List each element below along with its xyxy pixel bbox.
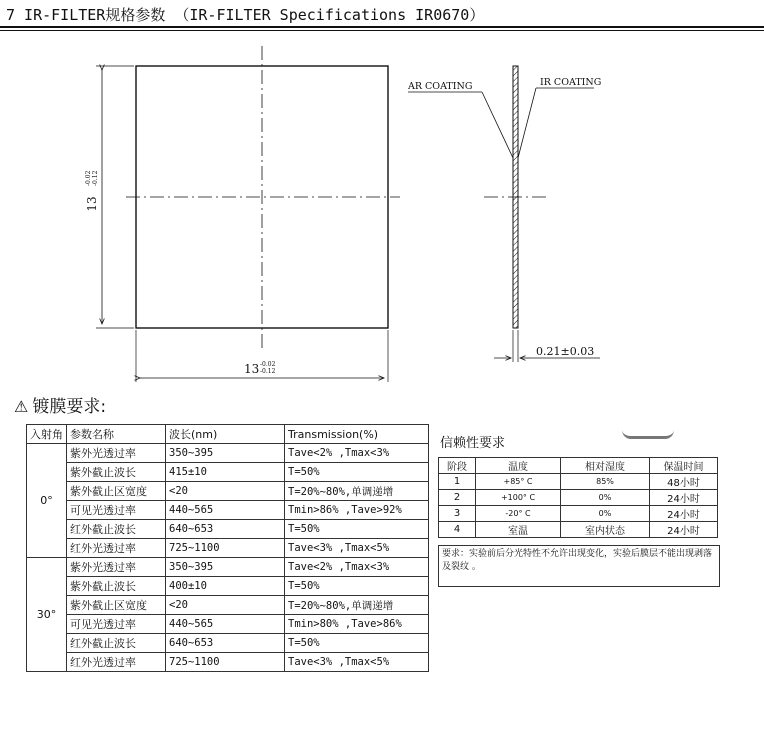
warning-triangle-icon: ⚠ bbox=[14, 397, 29, 416]
param-name-cell: 紫外截止波长 bbox=[67, 577, 166, 596]
wavelength-cell: 350~395 bbox=[166, 444, 285, 463]
table-row bbox=[27, 653, 429, 672]
width-tolerance-lower: -0.12 bbox=[260, 368, 276, 375]
transmission-cell: Tave<2% ,Tmax<3% bbox=[285, 558, 429, 577]
ir-coating-label: IR COATING bbox=[540, 77, 602, 88]
width-dimension: 13 bbox=[244, 362, 260, 376]
transmission-cell: T=50% bbox=[285, 463, 429, 482]
transmission-cell: Tave<3% ,Tmax<5% bbox=[285, 653, 429, 672]
transmission-cell: T=20%~80%,单调递增 bbox=[285, 482, 429, 501]
param-name-cell: 紫外截止区宽度 bbox=[67, 596, 166, 615]
transmission-cell: Tmin>86% ,Tave>92% bbox=[285, 501, 429, 520]
transmission-cell: T=50% bbox=[285, 520, 429, 539]
reliability-note: 要求：实验前后分光特性不允许出现变化，实验后膜层不能出现剥落及裂纹 。 bbox=[438, 545, 720, 587]
duration-cell: 24小时 bbox=[650, 506, 718, 522]
param-name-cell: 可见光透过率 bbox=[67, 615, 166, 634]
humidity-cell: 0% bbox=[561, 490, 650, 506]
coating-heading: ⚠ 镀膜要求: bbox=[14, 397, 107, 417]
transmission-cell: Tmin>80% ,Tave>86% bbox=[285, 615, 429, 634]
table-row bbox=[27, 463, 429, 482]
param-name-cell: 红外截止波长 bbox=[67, 520, 166, 539]
title-rule-thin bbox=[0, 30, 764, 31]
table-row bbox=[27, 634, 429, 653]
wavelength-cell: 440~565 bbox=[166, 615, 285, 634]
transmission-cell: T=50% bbox=[285, 577, 429, 596]
height-tolerance-upper: -0.02 bbox=[85, 170, 92, 186]
param-name-cell: 红外截止波长 bbox=[67, 634, 166, 653]
table-row bbox=[439, 474, 718, 490]
stage-cell: 2 bbox=[439, 490, 476, 506]
wavelength-cell: 725~1100 bbox=[166, 539, 285, 558]
table-row bbox=[27, 444, 429, 463]
param-name-cell: 红外光透过率 bbox=[67, 539, 166, 558]
wavelength-cell: 415±10 bbox=[166, 463, 285, 482]
param-name-cell: 紫外截止区宽度 bbox=[67, 482, 166, 501]
wavelength-cell: <20 bbox=[166, 482, 285, 501]
stage-cell: 3 bbox=[439, 506, 476, 522]
wavelength-cell: <20 bbox=[166, 596, 285, 615]
humidity-cell: 85% bbox=[561, 474, 650, 490]
header-cell: Transmission(%) bbox=[285, 425, 429, 444]
wavelength-cell: 350~395 bbox=[166, 558, 285, 577]
wavelength-cell: 640~653 bbox=[166, 634, 285, 653]
temperature-cell: +100° C bbox=[476, 490, 561, 506]
table-row bbox=[27, 520, 429, 539]
wavelength-cell: 400±10 bbox=[166, 577, 285, 596]
humidity-cell: 室内状态 bbox=[561, 522, 650, 538]
table-row bbox=[27, 596, 429, 615]
height-dimension: 13 bbox=[85, 196, 99, 212]
temperature-cell: +85° C bbox=[476, 474, 561, 490]
table-row bbox=[439, 490, 718, 506]
table-row bbox=[27, 539, 429, 558]
duration-cell: 24小时 bbox=[650, 522, 718, 538]
humidity-cell: 0% bbox=[561, 506, 650, 522]
ar-coating-label: AR COATING bbox=[408, 81, 473, 92]
temperature-cell: 室温 bbox=[476, 522, 561, 538]
table-header-row bbox=[439, 458, 718, 474]
header-cell: 波长(nm) bbox=[166, 425, 285, 444]
coating-spec-table bbox=[26, 424, 429, 672]
param-name-cell: 紫外光透过率 bbox=[67, 444, 166, 463]
title-rule bbox=[0, 26, 764, 28]
stage-cell: 1 bbox=[439, 474, 476, 490]
header-cell: 相对湿度 bbox=[561, 458, 650, 474]
decorative-mark bbox=[622, 430, 674, 439]
table-row bbox=[27, 615, 429, 634]
width-tolerance-upper: -0.02 bbox=[260, 361, 276, 368]
wavelength-cell: 725~1100 bbox=[166, 653, 285, 672]
param-name-cell: 紫外截止波长 bbox=[67, 463, 166, 482]
transmission-cell: Tave<2% ,Tmax<3% bbox=[285, 444, 429, 463]
header-cell: 温度 bbox=[476, 458, 561, 474]
temperature-cell: -20° C bbox=[476, 506, 561, 522]
table-row bbox=[27, 558, 429, 577]
header-cell: 参数名称 bbox=[67, 425, 166, 444]
table-header-row bbox=[27, 425, 429, 444]
wavelength-cell: 440~565 bbox=[166, 501, 285, 520]
incidence-angle-cell: 0° bbox=[27, 444, 67, 558]
transmission-cell: T=20%~80%,单调递增 bbox=[285, 596, 429, 615]
thickness-label: 0.21±0.03 bbox=[536, 345, 595, 358]
table-row bbox=[27, 482, 429, 501]
table-row bbox=[27, 577, 429, 596]
param-name-cell: 可见光透过率 bbox=[67, 501, 166, 520]
duration-cell: 24小时 bbox=[650, 490, 718, 506]
table-row bbox=[439, 506, 718, 522]
stage-cell: 4 bbox=[439, 522, 476, 538]
filter-drawing bbox=[0, 40, 764, 390]
reliability-table bbox=[438, 457, 718, 538]
transmission-cell: Tave<3% ,Tmax<5% bbox=[285, 539, 429, 558]
incidence-angle-cell: 30° bbox=[27, 558, 67, 672]
page-title: 7 IR-FILTER规格参数 （IR-FILTER Specifications IR0670） bbox=[6, 6, 485, 24]
param-name-cell: 红外光透过率 bbox=[67, 653, 166, 672]
height-tolerance-lower: -0.12 bbox=[92, 170, 99, 186]
header-cell: 保温时间 bbox=[650, 458, 718, 474]
wavelength-cell: 640~653 bbox=[166, 520, 285, 539]
table-row bbox=[27, 501, 429, 520]
reliability-title: 信赖性要求 bbox=[440, 436, 506, 451]
table-row bbox=[439, 522, 718, 538]
duration-cell: 48小时 bbox=[650, 474, 718, 490]
transmission-cell: T=50% bbox=[285, 634, 429, 653]
header-cell: 阶段 bbox=[439, 458, 476, 474]
header-cell: 入射角 bbox=[27, 425, 67, 444]
param-name-cell: 紫外光透过率 bbox=[67, 558, 166, 577]
